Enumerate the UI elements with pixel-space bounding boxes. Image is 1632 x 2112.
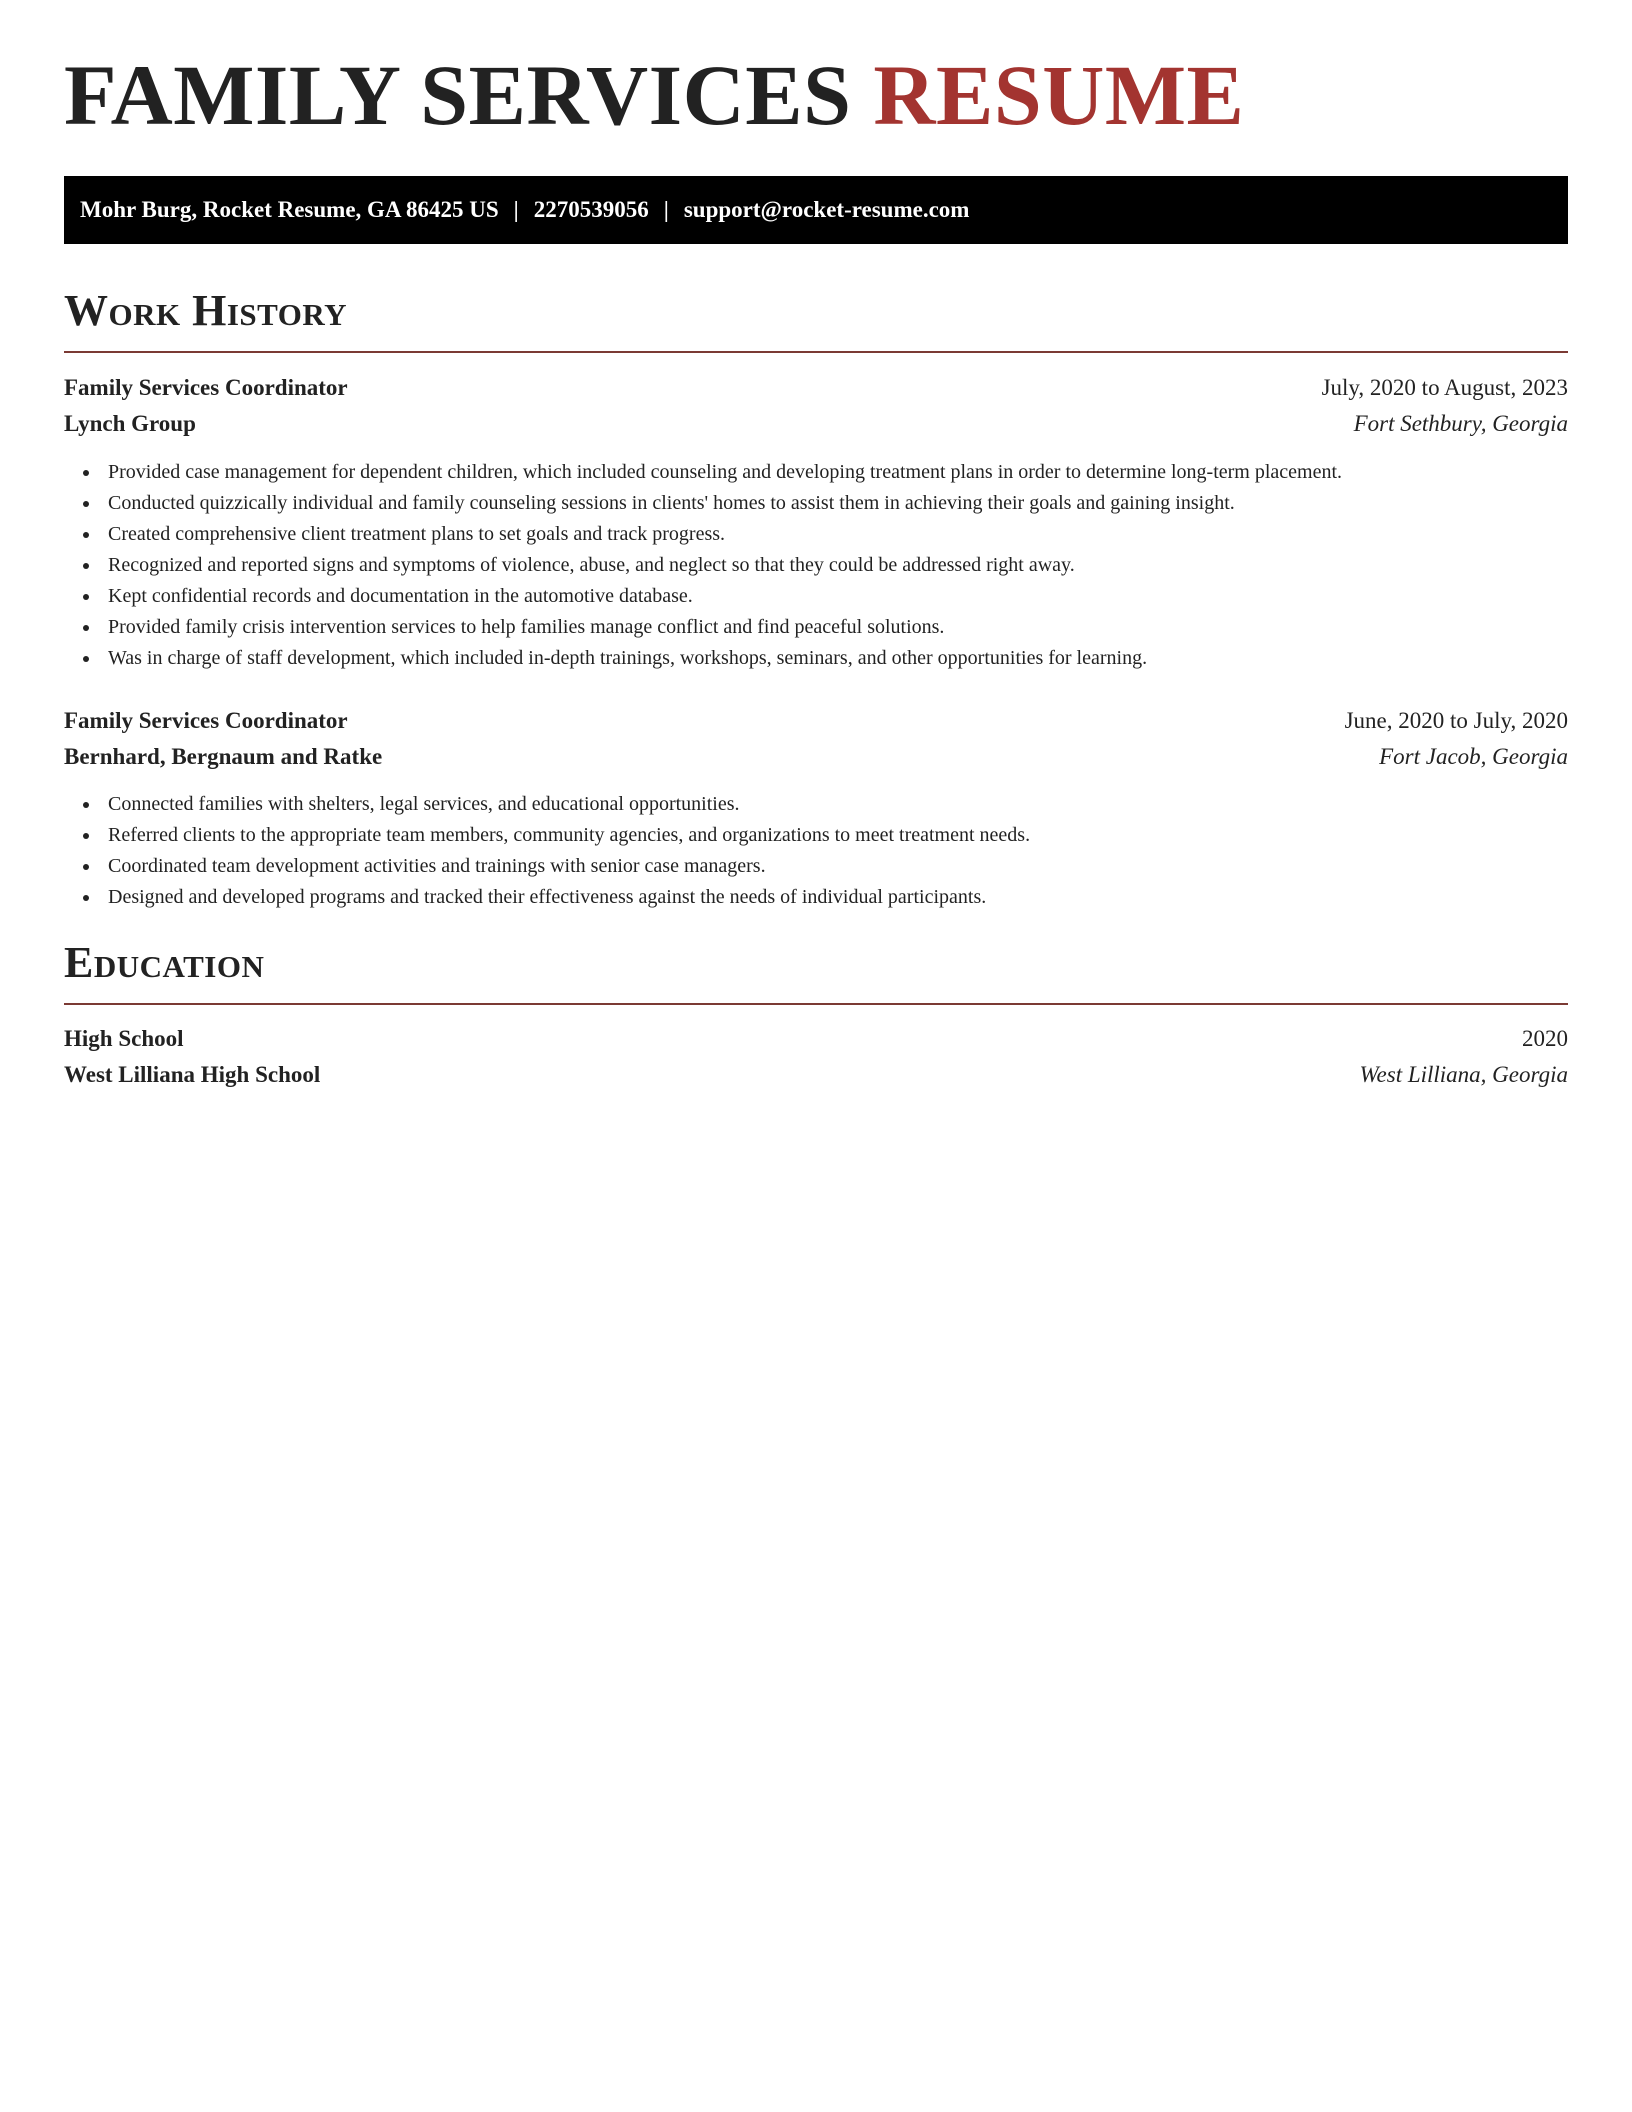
title-main: FAMILY SERVICES [64,47,852,143]
job-bullet: Referred clients to the appropriate team members, community agencies, and organizations to meet treatment needs. [64,820,1568,851]
job-bullet: Connected families with shelters, legal services, and educational opportunities. [64,789,1568,820]
job-header-row [64,706,1568,736]
title-accent: RESUME [873,47,1245,143]
job-bullet: Kept confidential records and documentation in the automotive database. [64,581,1568,612]
job-bullet: Provided case management for dependent children, which included counseling and developing treatment plans in order to determine long-term placement. [64,457,1568,488]
job-bullet: Conducted quizzically individual and family counseling sessions in clients' homes to assist them in achieving their goals and gaining insight. [64,488,1568,519]
education-rule [64,1003,1568,1005]
job-bullet: Recognized and reported signs and symptoms of violence, abuse, and neglect so that they could be addressed right away. [64,550,1568,581]
education-header-row [64,1024,1568,1054]
job-bullet: Was in charge of staff development, which included in-depth trainings, workshops, seminars, and other opportunities for learning. [64,643,1568,674]
job-company-row [64,742,1568,772]
contact-phone: 2270539056 [533,197,649,222]
contact-email: support@rocket-resume.com [683,197,970,222]
job-bullet: Created comprehensive client treatment plans to set goals and track progress. [64,519,1568,550]
education-year: 2020 [1522,1026,1568,1051]
education-school: West Lilliana High School [64,1062,321,1087]
job-bullet: Coordinated team development activities and trainings with senior case managers. [64,851,1568,882]
education-location: West Lilliana, Georgia [1359,1062,1568,1087]
job-bullet: Provided family crisis intervention services to help families manage conflict and find peaceful solutions. [64,612,1568,643]
contact-separator: | [513,197,519,222]
job-location: Fort Sethbury, Georgia [1353,411,1568,436]
education-school-row [64,1060,1568,1090]
job-dates: July, 2020 to August, 2023 [1321,375,1568,400]
work-history-rule [64,351,1568,353]
resume-title [64,47,1245,143]
job-location: Fort Jacob, Georgia [1379,744,1568,769]
job-bullet-list [64,457,1568,674]
job-bullet: Designed and developed programs and tracked their effectiveness against the needs of individual participants. [64,882,1568,913]
education-degree: High School [64,1026,184,1051]
job-title: Family Services Coordinator [64,708,348,733]
work-history-heading: Work History [64,286,348,335]
contact-address: Mohr Burg, Rocket Resume, GA 86425 US [80,197,499,222]
contact-bar [64,176,1568,244]
job-title: Family Services Coordinator [64,375,348,400]
contact-separator: | [663,197,669,222]
job-company-row [64,409,1568,439]
education-heading: Education [64,938,265,987]
job-header-row [64,373,1568,403]
job-bullet-list [64,789,1568,913]
job-company: Bernhard, Bergnaum and Ratke [64,744,383,769]
job-company: Lynch Group [64,411,196,436]
job-dates: June, 2020 to July, 2020 [1344,708,1568,733]
